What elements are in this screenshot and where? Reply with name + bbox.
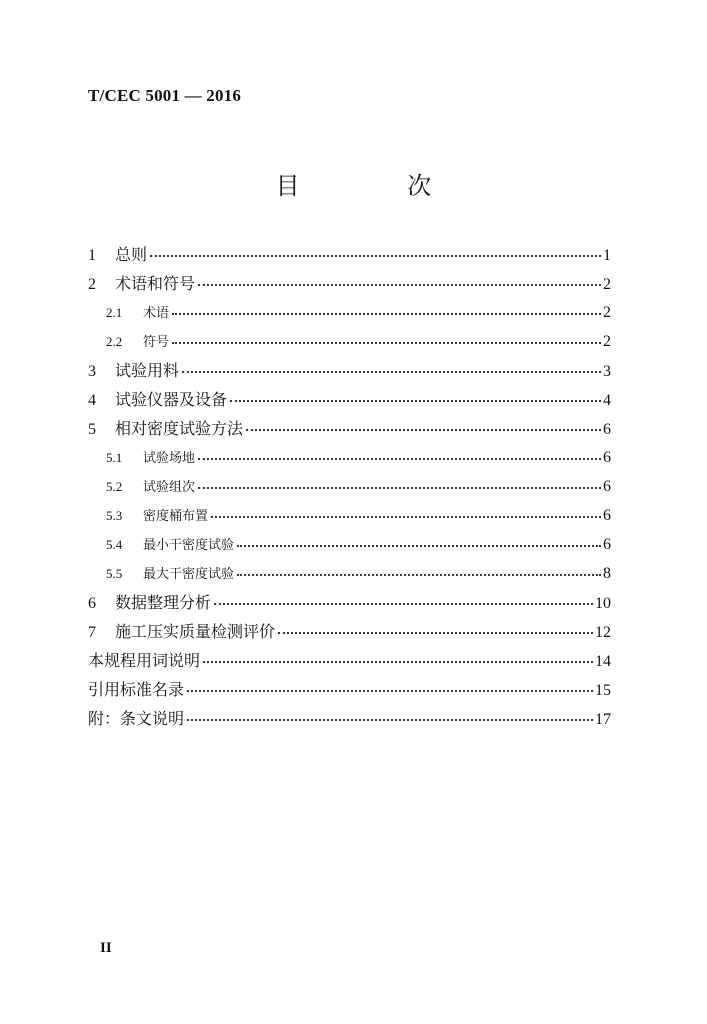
toc-entry[interactable]	[88, 356, 611, 385]
standard-code: T/CEC 5001 — 2016	[88, 86, 242, 105]
toc-entry-label: 密度桶布置	[143, 509, 209, 524]
toc-entry-page: 4	[603, 392, 611, 409]
toc-entry[interactable]	[88, 675, 611, 704]
toc-entry[interactable]	[88, 240, 611, 269]
dot-leader	[237, 545, 601, 547]
toc-entry-label: 最大干密度试验	[143, 567, 235, 582]
toc-entry-number: 5.4	[106, 537, 123, 552]
toc-entry-page: 6	[603, 449, 611, 466]
toc-entry-number: 5	[88, 421, 96, 438]
toc-entry-number: 2.1	[106, 305, 123, 320]
dot-leader	[187, 690, 593, 692]
toc-subentry[interactable]	[88, 530, 611, 559]
toc-subentry[interactable]	[88, 327, 611, 356]
dot-leader	[230, 400, 601, 402]
toc-entry[interactable]	[88, 588, 611, 617]
toc-entry-label: 术语和符号	[115, 274, 196, 293]
toc-entry-label: 试验场地	[143, 451, 196, 466]
toc-entry-label: 总则	[115, 245, 148, 264]
toc-entry-number: 1	[88, 247, 96, 264]
toc-entry-number: 2.2	[106, 334, 123, 349]
toc-entry-number: 4	[88, 392, 96, 409]
toc-entry-label: 数据整理分析	[115, 593, 212, 612]
toc-entry-page: 2	[603, 333, 611, 350]
toc-entry-page: 17	[595, 711, 611, 728]
toc-entry-page: 12	[595, 624, 611, 641]
toc-entry-label: 最小干密度试验	[143, 538, 235, 553]
toc-entry-page: 6	[603, 507, 611, 524]
dot-leader	[172, 342, 601, 344]
dot-leader	[246, 429, 601, 431]
toc-entry[interactable]	[88, 414, 611, 443]
toc-entry-number: 2	[88, 276, 96, 293]
toc-entry[interactable]	[88, 704, 611, 733]
dot-leader	[187, 719, 593, 721]
toc-entry-label: 本规程用词说明	[88, 651, 201, 670]
toc-entry-label: 术语	[143, 306, 170, 321]
toc-subentry[interactable]	[88, 443, 611, 472]
toc-entry-number: 3	[88, 363, 96, 380]
toc-entry[interactable]	[88, 617, 611, 646]
dot-leader	[198, 487, 601, 489]
toc-entry-page: 2	[603, 276, 611, 293]
toc-entry-label: 试验用料	[115, 361, 180, 380]
dot-leader	[214, 603, 593, 605]
toc-entry-number: 6	[88, 595, 96, 612]
dot-leader	[237, 574, 601, 576]
toc-entry-page: 6	[603, 478, 611, 495]
toc-entry-number: 5.3	[106, 508, 123, 523]
dot-leader	[211, 516, 601, 518]
toc-subentry[interactable]	[88, 559, 611, 588]
toc-entry-number: 5.1	[106, 450, 123, 465]
dot-leader	[172, 313, 601, 315]
toc-entry[interactable]	[88, 385, 611, 414]
toc-entry-label: 符号	[143, 335, 170, 350]
toc-subentry[interactable]	[88, 472, 611, 501]
toc-entry-label: 引用标准名录	[88, 680, 185, 699]
toc-entry-label: 施工压实质量检测评价	[115, 622, 276, 641]
dot-leader	[198, 458, 601, 460]
toc-subentry[interactable]	[88, 501, 611, 530]
toc-entry-page: 14	[595, 653, 611, 670]
toc-entry-page: 1	[603, 247, 611, 264]
toc-entry-page: 6	[603, 421, 611, 438]
toc-entry-page: 10	[595, 595, 611, 612]
toc-entry-page: 15	[595, 682, 611, 699]
toc-entry[interactable]	[88, 269, 611, 298]
toc-entry[interactable]	[88, 646, 611, 675]
toc-entry-label: 试验组次	[143, 480, 196, 495]
table-of-contents	[88, 240, 611, 733]
dot-leader	[278, 632, 593, 634]
toc-entry-number: 5.2	[106, 479, 123, 494]
dot-leader	[203, 661, 593, 663]
toc-entry-page: 8	[603, 565, 611, 582]
dot-leader	[198, 284, 601, 286]
toc-entry-label: 相对密度试验方法	[115, 419, 244, 438]
dot-leader	[182, 371, 601, 373]
toc-entry-label: 附：条文说明	[88, 709, 185, 728]
page-title: 目 次	[275, 172, 482, 200]
toc-entry-number: 5.5	[106, 566, 123, 581]
toc-entry-page: 6	[603, 536, 611, 553]
toc-subentry[interactable]	[88, 298, 611, 327]
dot-leader	[150, 255, 601, 257]
toc-entry-number: 7	[88, 624, 96, 641]
toc-entry-label: 试验仪器及设备	[115, 390, 228, 409]
toc-entry-page: 2	[603, 304, 611, 321]
page-number: II	[100, 940, 112, 956]
toc-entry-page: 3	[603, 363, 611, 380]
